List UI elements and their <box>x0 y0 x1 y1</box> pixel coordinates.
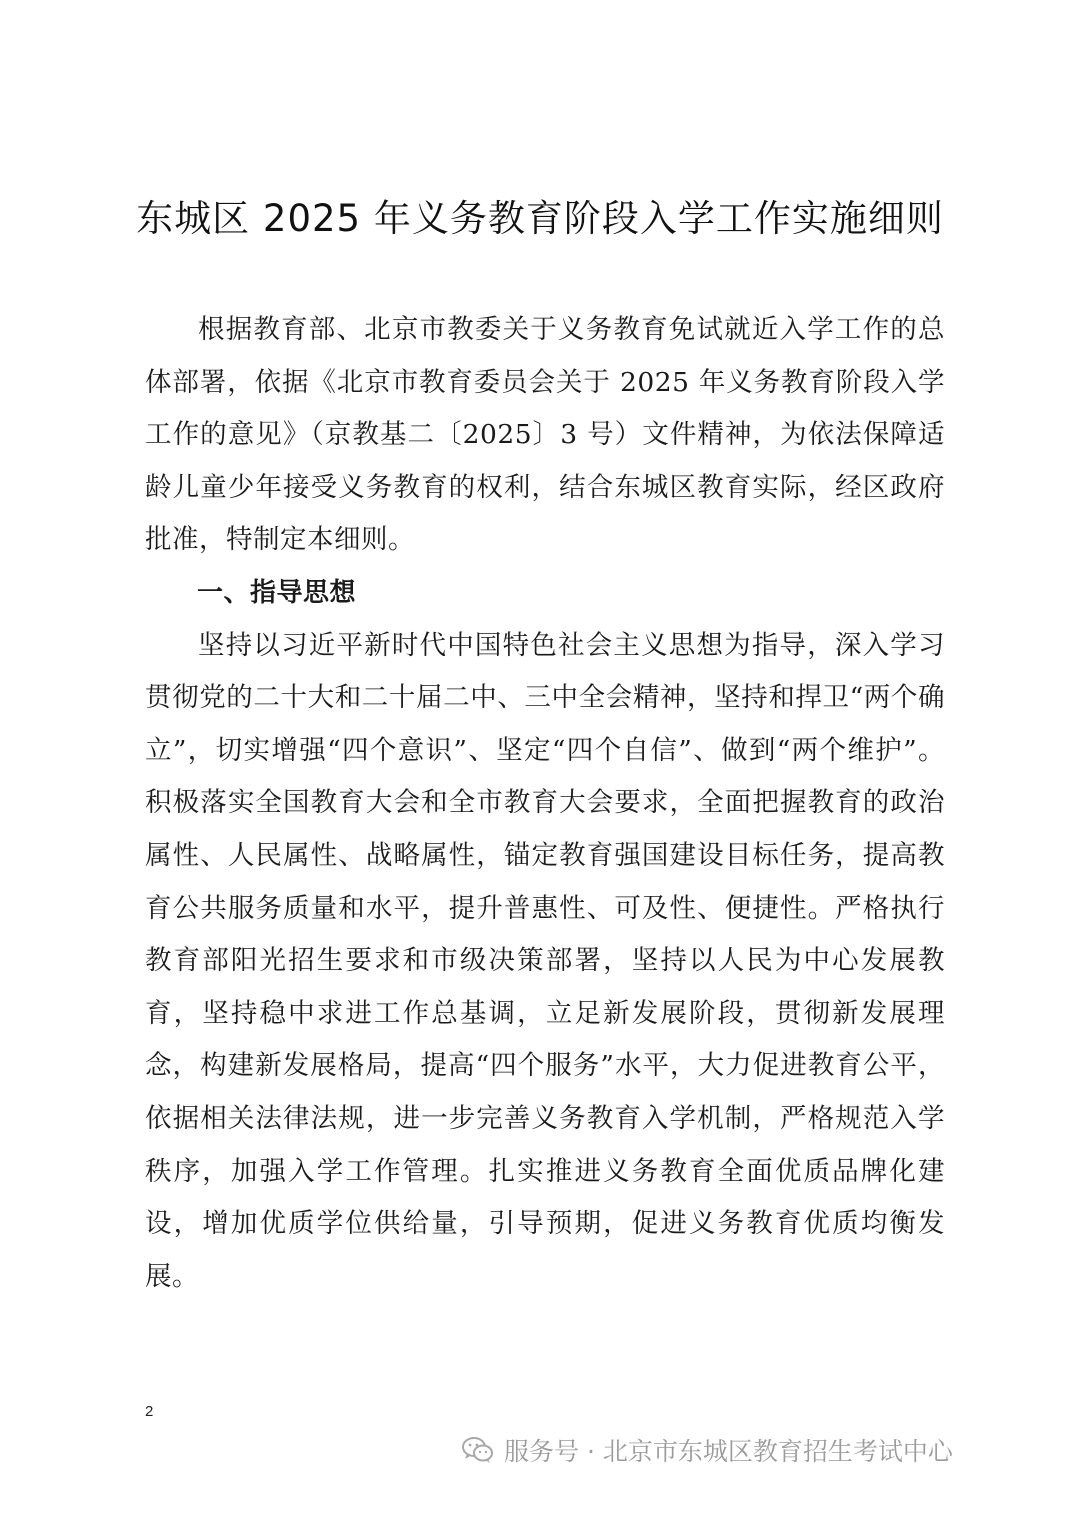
document-body <box>145 304 945 1303</box>
watermark <box>462 1430 953 1470</box>
page-number: 2 <box>145 1403 154 1420</box>
wechat-icon <box>462 1436 494 1464</box>
watermark-text: 服务号 · 北京市东城区教育招生考试中心 <box>504 1437 953 1466</box>
section-heading-guiding-ideology: 一、指导思想 <box>197 577 357 608</box>
guiding-ideology-paragraph: 坚持以习近平新时代中国特色社会主义思想为指导，深入学习贯彻党的二十大和二十届二中、三中全会精神，坚持和捍卫“两个确立”，切实增强“四个意识”、坚定“四个自信”、做到“两个维护”。积极落实全国教育大会和全市教育大会要求，全面把握教育的政治属性、人民属性、战略属性，锚定教育强国建设目标任务，提高教育公共服务质量和水平，提升普惠性、可及性、便捷性。严格执行教育部阳光招生要求和市级决策部署，坚持以人民为中心发展教育，坚持稳中求进工作总基调，立足新发展阶段，贯彻新发展理念，构建新发展格局，提高“四个服务”水平，大力促进教育公平，依据相关法律法规，进一步完善义务教育入学机制，严格规范入学秩序，加强入学工作管理。扎实推进义务教育全面优质品牌化建设，增加优质学位供给量，引导预期，促进义务教育优质均衡发展。 <box>145 629 945 1292</box>
document-title: 东城区 2025 年义务教育阶段入学工作实施细则 <box>136 197 944 240</box>
intro-paragraph: 根据教育部、北京市教委关于义务教育免试就近入学工作的总体部署，依据《北京市教育委员会关于 2025 年义务教育阶段入学工作的意见》（京教基二〔2025〕3 号）文件精神，为依法保障适龄儿童少年接受义务教育的权利，结合东城区教育实际，经区政府批准，特制定本细则。 <box>145 314 945 556</box>
